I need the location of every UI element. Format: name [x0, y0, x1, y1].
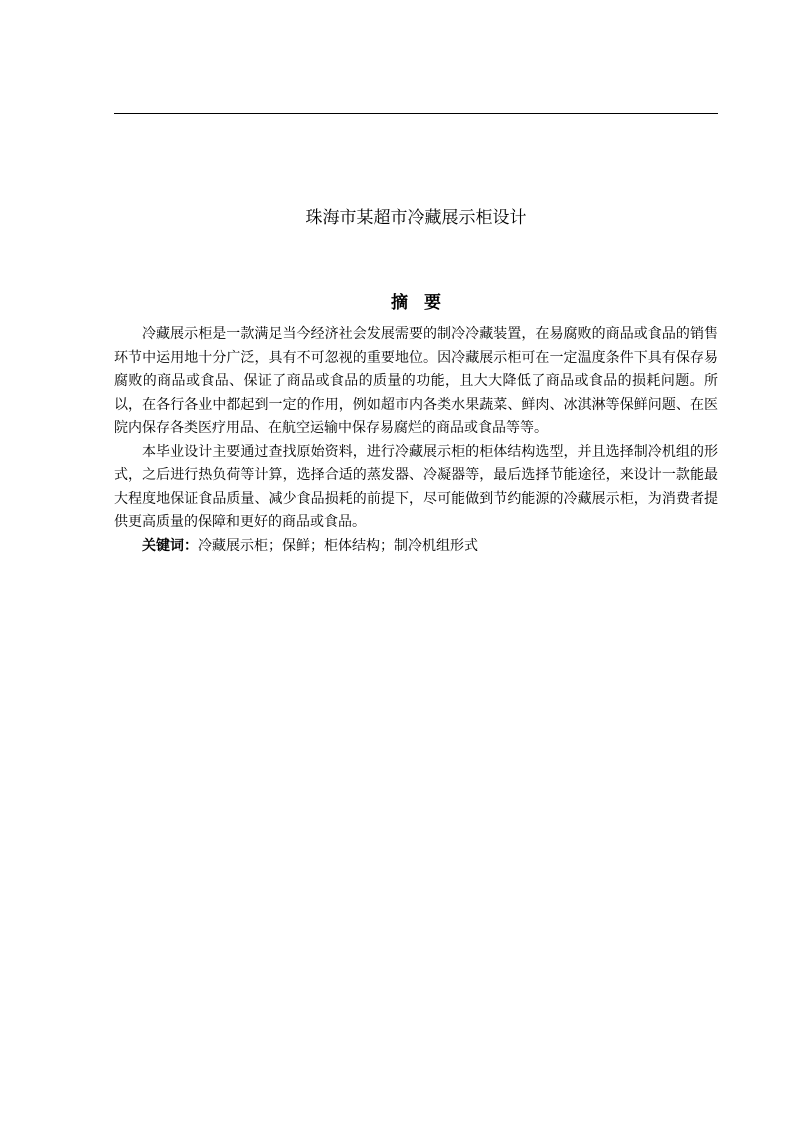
keywords-label: 关键词：	[142, 537, 198, 554]
keywords-text: 冷藏展示柜；保鲜；柜体结构；制冷机组形式	[198, 537, 478, 554]
abstract-body	[114, 323, 718, 558]
abstract-paragraph-1: 冷藏展示柜是一款满足当今经济社会发展需要的制冷冷藏装置，在易腐败的商品或食品的销售环节中运用地十分广泛，具有不可忽视的重要地位。因冷藏展示柜可在一定温度条件下具有保存易腐败的商品或食品、保证了商品或食品的质量的功能，且大大降低了商品或食品的损耗问题。所以，在各行各业中都起到一定的作用，例如超市内各类水果蔬菜、鲜肉、冰淇淋等保鲜问题、在医院内保存各类医疗用品、在航空运输中保存易腐烂的商品或食品等等。	[114, 326, 718, 436]
abstract-heading: 摘要	[391, 293, 457, 313]
abstract-paragraph-2: 本毕业设计主要通过查找原始资料，进行冷藏展示柜的柜体结构选型，并且选择制冷机组的形式，之后进行热负荷等计算，选择合适的蒸发器、冷凝器等，最后选择节能途径，来设计一款能最大程度地保证食品质量、减少食品损耗的前提下，尽可能做到节约能源的冷藏展示柜，为消费者提供更高质量的保障和更好的商品或食品。	[114, 443, 718, 530]
header-rule	[114, 113, 718, 114]
paper-title: 珠海市某超市冷藏展示柜设计	[305, 208, 527, 228]
keywords-line	[114, 535, 718, 559]
